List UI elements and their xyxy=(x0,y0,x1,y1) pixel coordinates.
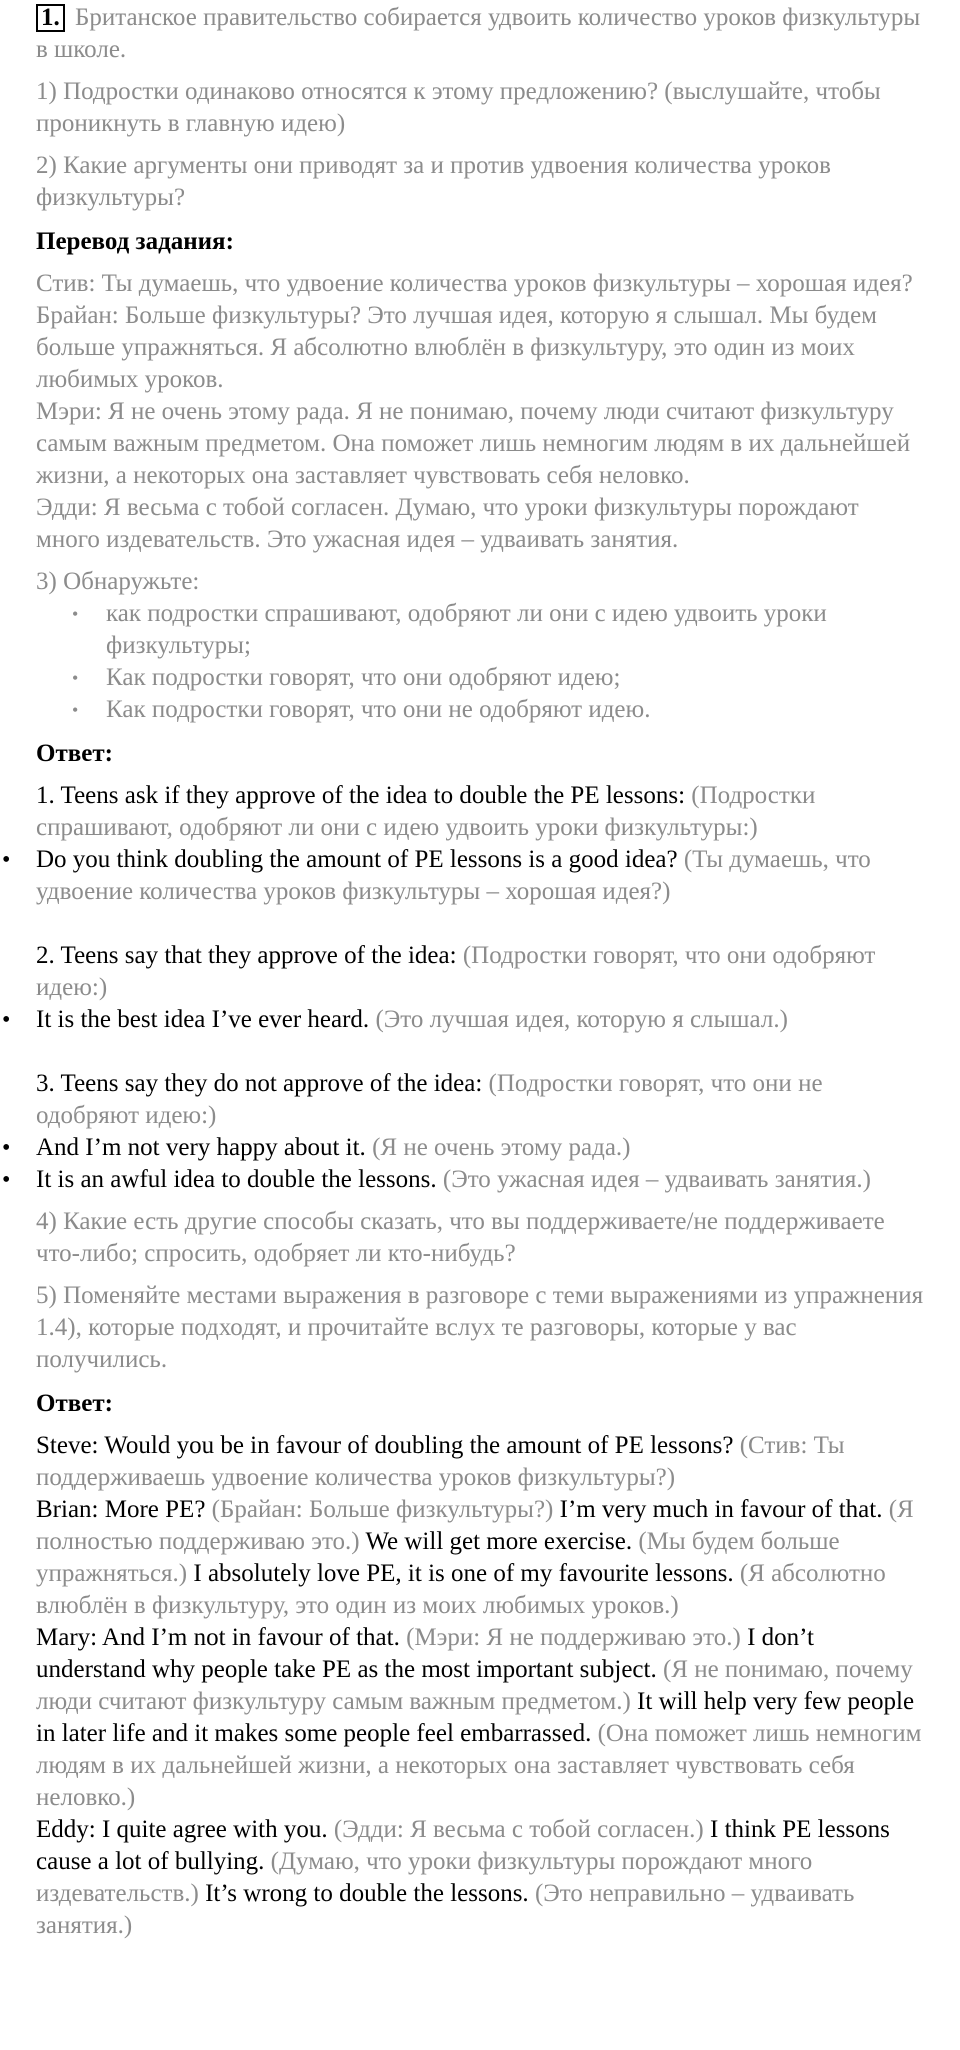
answer-2-ru: (Подростки говорят, что они одобряют идею:) xyxy=(36,942,876,1001)
question-5: 5) Поменяйте местами выражения в разговоре с теми выражениями из упражнения 1.4), которые подходят, и прочитайте вслух те разговоры, которые у вас получились. xyxy=(36,1282,924,1373)
dialogue-steve xyxy=(36,1430,924,1494)
translation-line: Стив: Ты думаешь, что удвоение количества уроков физкультуры – хорошая идея? xyxy=(36,270,913,297)
question-4: 4) Какие есть другие способы сказать, что вы поддерживаете/не поддерживаете что-либо; спросить, одобряет ли кто-нибудь? xyxy=(36,1208,885,1267)
dialogue-en: Eddy: I quite agree with you. xyxy=(36,1816,328,1843)
dialogue-ru: (Брайан: Больше физкультуры?) xyxy=(211,1496,554,1523)
answer-bullet xyxy=(36,1132,924,1164)
dialogue-en: It will help very few people in later life and it makes some people feel embarrassed. xyxy=(36,1688,915,1747)
task-intro xyxy=(36,2,924,66)
translation-block xyxy=(36,268,924,556)
dialogue-ru: (Она поможет лишь немногим людям в их дальнейшей жизни, а некоторых она заставляет чувствовать себя неловко.) xyxy=(36,1720,922,1811)
answer-3-ru: (Подростки говорят, что они не одобряют идею:) xyxy=(36,1070,823,1129)
answer-bullet xyxy=(36,1164,924,1196)
bullet-en: And I’m not very happy about it. xyxy=(36,1134,366,1161)
answer-bullet xyxy=(36,1004,924,1036)
answer-2 xyxy=(36,940,924,1036)
question-3-list xyxy=(36,598,924,726)
dialogue-ru: (Мэри: Я не поддерживаю это.) xyxy=(406,1624,741,1651)
dialogue-eddy xyxy=(36,1814,924,1942)
question-1: 1) Подростки одинаково относятся к этому предложению? (выслушайте, чтобы проникнуть в главную идею) xyxy=(36,78,881,137)
answer-heading: Ответ: xyxy=(36,740,113,767)
dialogue-en: I think PE lessons cause a lot of bullying. xyxy=(36,1816,890,1875)
translation-heading: Перевод задания: xyxy=(36,228,234,255)
list-item: • как подростки спрашивают, одобряют ли они с идею удвоить уроки физкультуры; xyxy=(72,598,924,662)
bullet-ru: (Я не очень этому рада.) xyxy=(372,1134,631,1161)
question-3 xyxy=(36,566,924,726)
question-3-title: 3) Обнаружьте: xyxy=(36,568,200,595)
dialogue-en: I absolutely love PE, it is one of my favourite lessons. xyxy=(193,1560,734,1587)
answer-1 xyxy=(36,780,924,908)
answer-bullet xyxy=(36,844,924,908)
list-item: • Как подростки говорят, что они не одобряют идею. xyxy=(72,694,924,726)
spacer xyxy=(36,1036,924,1068)
bullet-en: It is the best idea I’ve ever heard. xyxy=(36,1006,370,1033)
translation-line: Брайан: Больше физкультуры? Это лучшая идея, которую я слышал. Мы будем больше упражняться. Я абсолютно влюблён в физкультуру, это один из моих любимых уроков. xyxy=(36,302,878,393)
dialogue-ru: (Эдди: Я весьма с тобой согласен.) xyxy=(333,1816,704,1843)
bullet-en: It is an awful idea to double the lessons. xyxy=(36,1166,437,1193)
task-intro-text: Британское правительство собирается удвоить количество уроков физкультуры в школе. xyxy=(36,4,921,63)
dialogue-brian xyxy=(36,1494,924,1622)
answer-heading-2: Ответ: xyxy=(36,1390,113,1417)
translation-line: Мэри: Я не очень этому рада. Я не понимаю, почему люди считают физкультуру самым важным предметом. Она поможет лишь немногим людям в их дальнейшей жизни, а некоторых она заставляет чувствовать себя неловко. xyxy=(36,398,911,489)
bullet-ru: (Это лучшая идея, которую я слышал.) xyxy=(375,1006,788,1033)
dialogue-en: It’s wrong to double the lessons. xyxy=(205,1880,529,1907)
dialogue-ru: (Мы будем больше упражняться.) xyxy=(36,1528,840,1587)
dialogue-ru: (Я полностью поддерживаю это.) xyxy=(36,1496,914,1555)
question-2: 2) Какие аргументы они приводят за и против удвоения количества уроков физкультуры? xyxy=(36,152,831,211)
answer-1-en: 1. Teens ask if they approve of the idea to double the PE lessons: xyxy=(36,782,686,809)
dialogue-ru: (Стив: Ты поддерживаешь удвоение количества уроков физкультуры?) xyxy=(36,1432,845,1491)
answer-3-en: 3. Teens say they do not approve of the idea: xyxy=(36,1070,483,1097)
answer-2-en: 2. Teens say that they approve of the idea: xyxy=(36,942,457,969)
answer-1-ru: (Подростки спрашивают, одобряют ли они с идею удвоить уроки физкультуры:) xyxy=(36,782,816,841)
dialogue-ru: (Это неправильно – удваивать занятия.) xyxy=(36,1880,855,1939)
bullet-ru: (Ты думаешь, что удвоение количества уроков физкультуры – хорошая идея?) xyxy=(36,846,871,905)
dialogue-ru: (Я не понимаю, почему люди считают физкультуру самым важным предметом.) xyxy=(36,1656,913,1715)
dialogue-en: Steve: Would you be in favour of doubling the amount of PE lessons? xyxy=(36,1432,734,1459)
list-item: • Как подростки говорят, что они одобряют идею; xyxy=(72,662,924,694)
spacer xyxy=(36,908,924,940)
dialogue-ru: (Я абсолютно влюблён в физкультуру, это один из моих любимых уроков.) xyxy=(36,1560,886,1619)
dialogue-en: Brian: More PE? xyxy=(36,1496,206,1523)
dialogue-en: I’m very much in favour of that. xyxy=(559,1496,883,1523)
dialogue-mary xyxy=(36,1622,924,1814)
dialogue-en: I don’t understand why people take PE as the most important subject. xyxy=(36,1624,814,1683)
task-number: 1. xyxy=(36,4,65,32)
answer-3 xyxy=(36,1068,924,1196)
dialogue-ru: (Думаю, что уроки физкультуры порождают много издевательств.) xyxy=(36,1848,813,1907)
bullet-en: Do you think doubling the amount of PE lessons is a good idea? xyxy=(36,846,678,873)
dialogue-en: Mary: And I’m not in favour of that. xyxy=(36,1624,400,1651)
translation-line: Эдди: Я весьма с тобой согласен. Думаю, что уроки физкультуры порождают много издевательств. Это ужасная идея – удваивать занятия. xyxy=(36,494,859,553)
bullet-ru: (Это ужасная идея – удваивать занятия.) xyxy=(442,1166,871,1193)
dialogue-en: We will get more exercise. xyxy=(365,1528,633,1555)
dialogue-block xyxy=(36,1430,924,1942)
